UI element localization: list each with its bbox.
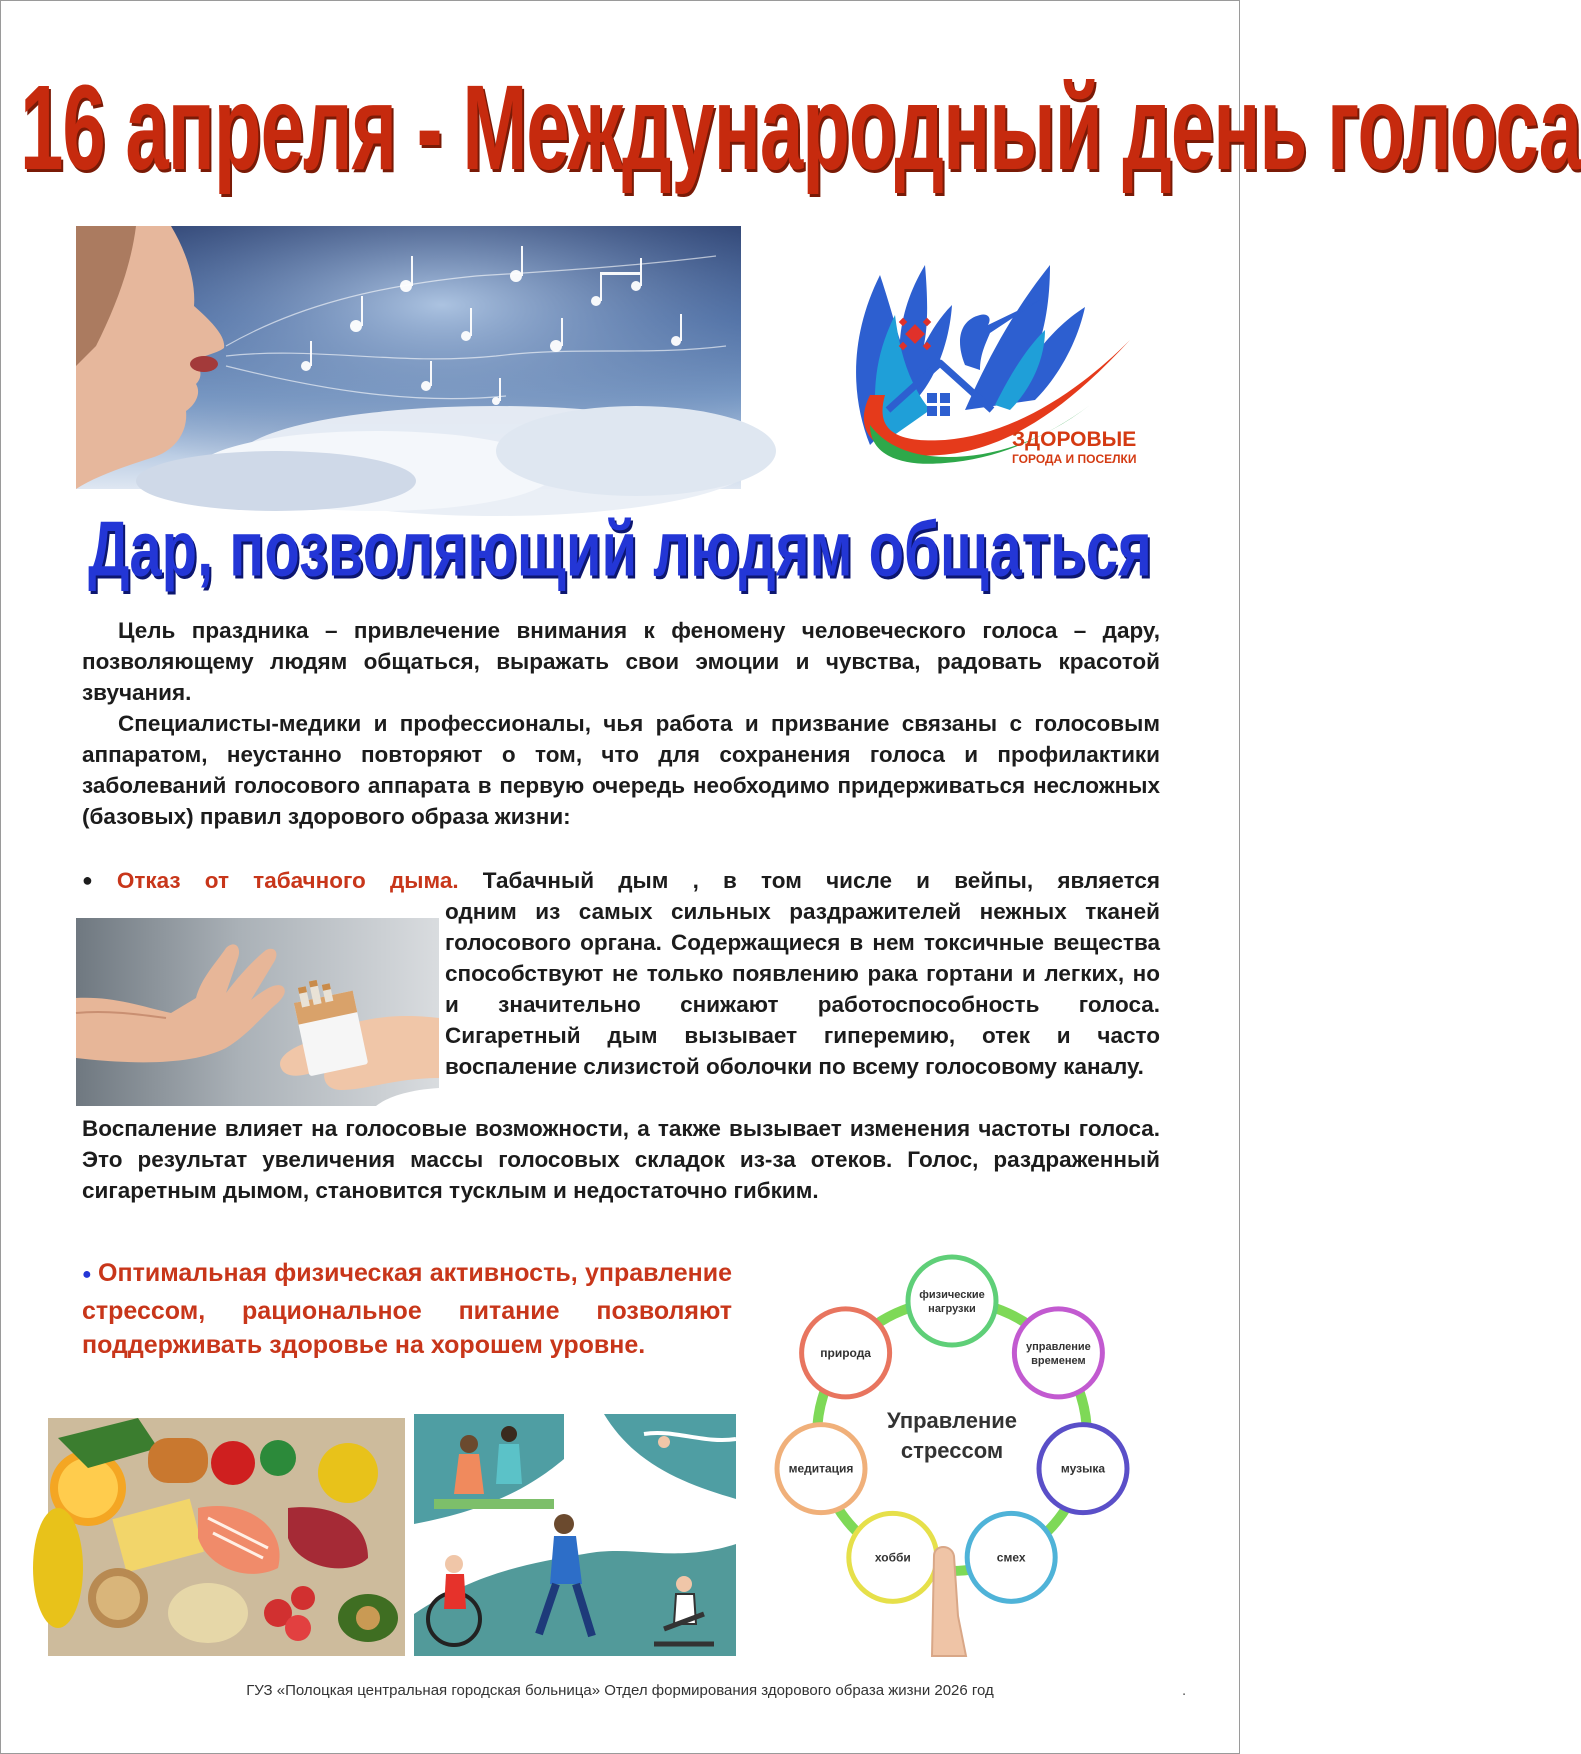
bullet-dot-icon: ● (82, 1266, 93, 1283)
page-title: 16 апреля - Международный день голоса (20, 58, 1581, 196)
logo-title: ЗДОРОВЫЕ (1012, 428, 1137, 451)
stress-node-label: музыка (1060, 1461, 1106, 1476)
logo-subtitle: ГОРОДА И ПОСЕЛКИ (1012, 452, 1137, 466)
voice-photo (76, 226, 741, 489)
stress-management-diagram (752, 1256, 1160, 1656)
stress-node-0 (908, 1257, 996, 1345)
stress-node-label: временем (1031, 1354, 1086, 1367)
bullet-smoking-first-line (82, 865, 1160, 896)
stress-node-label: природа (820, 1345, 871, 1360)
bullet-healthy-lifestyle-text: Оптимальная физическая активность, управление стрессом, рациональное питание позволяют поддерживать здоровье на хорошем уровне. (82, 1259, 732, 1359)
bullet-dot-icon: ● (82, 870, 111, 890)
bullet-smoking-heading: Отказ от табачного дыма. (116, 868, 459, 893)
footer-dot: . (1182, 1682, 1187, 1699)
stress-node-label: нагрузки (928, 1303, 976, 1315)
pointing-finger (932, 1547, 966, 1656)
paragraph-intro: Цель праздника – привлечение внимания к феномену человеческого голоса – дару, позволяющему людям общаться, выражать свои эмоции и чувства, радовать красотой звучания. (82, 618, 1160, 705)
stress-center-label-line2: стрессом (900, 1438, 1004, 1463)
stress-node-label: хобби (874, 1550, 911, 1565)
stress-center-label-line1: Управление (886, 1408, 1018, 1433)
stress-node-label: медитация (788, 1461, 854, 1476)
section-heading: Дар, позволяющий людям общаться (88, 505, 1152, 594)
bullet-smoking-continued-text: Воспаление влияет на голосовые возможности, а также вызывает изменения частоты голоса. Это результат увеличения массы голосовых складок из-за отеков. Голос, раздраженный сигаретным дымом, становится тусклым и недостаточно гибким. (82, 1116, 1160, 1203)
stress-node-label: управление (1026, 1340, 1091, 1353)
stress-node-label: физические (919, 1289, 985, 1301)
physical-activity-illustration (414, 1414, 736, 1656)
footer-credit: ГУЗ «Полоцкая центральная городская больница» Отдел формирования здорового образа жизни 2026 год (246, 1682, 994, 1699)
paragraph-specialists: Специалисты-медики и профессионалы, чья работа и призвание связаны с голосовым аппаратом, неустанно повторяют о том, что для сохранения голоса и профилактики заболеваний голосового аппарата в первую очередь необходимо придерживаться несложных (базовых) правил здорового образа жизни: (82, 711, 1160, 829)
healthy-food-photo (48, 1418, 405, 1656)
refuse-cigarette-photo (76, 918, 439, 1106)
bullet-smoking-lead: Табачный дым , в том числе и вейпы, является (482, 868, 1161, 893)
bullet-smoking-wrapped-text: одним из самых сильных раздражителей нежных тканей голосового органа. Содержащиеся в нем токсичные вещества способствуют не только появлению рака гортани и легких, но и значительно снижают работоспособность голоса. Сигаретный дым вызывает гиперемию, отек и часто воспаление слизистой оболочки по всему голосовому каналу. (445, 899, 1160, 1079)
bullet-healthy-lifestyle (82, 1256, 732, 1362)
stress-node-label: смех (996, 1550, 1026, 1565)
